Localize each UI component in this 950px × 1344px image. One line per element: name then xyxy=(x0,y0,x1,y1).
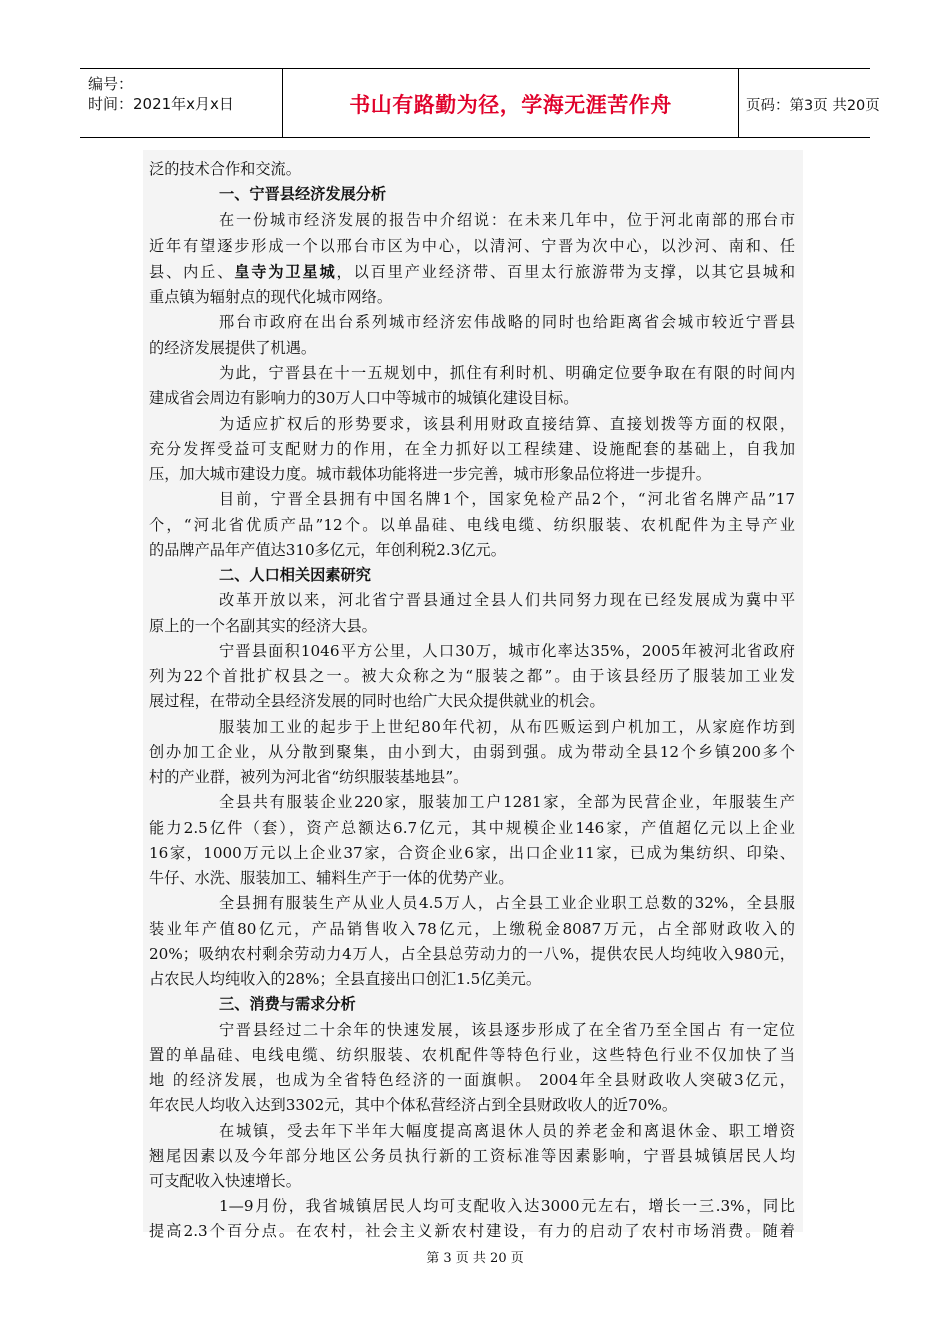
text-line: 置的单晶硅、电线电缆、纺织服装、农机配件等特色行业，这些特色行业不仅加快了当 xyxy=(149,1046,795,1064)
text-line: 占农民人均纯收入的28%；全县直接出口创汇1.5亿美元。 xyxy=(149,970,542,988)
text-line: 全县共有服装企业220家，服装加工户1281家，全部为民营企业，年服装生产 xyxy=(219,793,795,811)
text-line: 重点镇为辐射点的现代化城市网络。 xyxy=(149,288,392,306)
text-line: 可支配收入快速增长。 xyxy=(149,1172,301,1190)
text-line: 展过程，在带动全县经济发展的同时也给广大民众提供就业的机会。 xyxy=(149,692,605,710)
document-header xyxy=(80,68,880,138)
header-page-cell xyxy=(739,69,880,137)
text-line: 为适应扩权后的形势要求，该县利用财政直接结算、直接划拨等方面的权限， xyxy=(219,415,795,433)
text-line: 宁晋县面积1046平方公里，人口30万，城市化率达35%，2005年被河北省政府 xyxy=(219,642,795,660)
header-motto-cell xyxy=(283,69,739,137)
text-line: 20%；吸纳农村剩余劳动力4万人，占全县总劳动力的一八%，提供农民人均纯收入980元， xyxy=(149,945,795,963)
bold-phrase: 皇寺为卫星城 xyxy=(234,263,337,281)
text-line: 列为22个首批扩权县之一。被大众称之为“服装之都”。由于该县经历了服装加工业发 xyxy=(149,667,795,685)
text-line: 压，加大城市建设力度。城市载体功能将进一步完善，城市形象品位将进一步提升。 xyxy=(149,465,711,483)
text-line: 邢台市政府在出台系列城市经济宏伟战略的同时也给距离省会城市较近宁晋县 xyxy=(219,313,795,331)
text-line: 创办加工企业，从分散到聚集，由小到大，由弱到强。成为带动全县12个乡镇200多个 xyxy=(149,743,795,761)
page-label: 页码：第3页 共20页 xyxy=(746,98,880,114)
page-body xyxy=(143,150,803,1240)
text-line: 宁晋县经过二十余年的快速发展，该县逐步形成了在全省乃至全国占 有一定位 xyxy=(219,1021,795,1039)
text-line: 全县拥有服装生产从业人员4.5万人，占全县工业企业职工总数的32%，全县服 xyxy=(219,894,795,912)
text-line: 泛的技术合作和交流。 xyxy=(149,160,301,178)
text-line: 能力2.5亿件（套），资产总额达6.7亿元，其中规模企业146家，产值超亿元以上企业 xyxy=(149,819,795,837)
text-line: 改革开放以来，河北省宁晋县通过全县人们共同努力现在已经发展成为冀中平 xyxy=(219,591,795,609)
text-line: 牛仔、水洗、服装加工、辅料生产于一体的优势产业。 xyxy=(149,869,514,887)
text-line: 目前，宁晋全县拥有中国名牌1个，国家免检产品2个，“河北省名牌产品”17 xyxy=(219,490,795,508)
header-meta-cell xyxy=(80,69,283,137)
text-line: 充分发挥受益可支配财力的作用，在全力抓好以工程续建、设施配套的基础上，自我加 xyxy=(149,440,795,458)
text-line: 的经济发展提供了机遇。 xyxy=(149,339,317,357)
text-line: 年农民人均收入达到3302元，其中个体私营经济占到全县财政收人的近70%。 xyxy=(149,1096,678,1114)
text-line: 服装加工业的起步于上世纪80年代初，从布匹贩运到户机加工，从家庭作坊到 xyxy=(219,718,795,736)
text-line: 1—9月份，我省城镇居民人均可支配收入达3000元左右，增长一三.3%，同比 xyxy=(219,1197,795,1215)
text-line: 县、内丘、皇寺为卫星城，以百里产业经济带、百里太行旅游带为支撑，以其它县城和 xyxy=(149,263,796,281)
text-line: 村的产业群，被列为河北省“纺织服装基地县”。 xyxy=(149,768,469,786)
section-heading: 三、消费与需求分析 xyxy=(219,995,356,1013)
text-line: 近年有望逐步形成一个以邢台市区为中心，以清河、宁晋为次中心，以沙河、南和、任 xyxy=(149,237,795,255)
text-line: 在一份城市经济发展的报告中介绍说：在未来几年中，位于河北南部的邢台市 xyxy=(219,211,795,229)
text-line: 翘尾因素以及今年部分地区公务员执行新的工资标准等因素影响，宁晋县城镇居民人均 xyxy=(149,1147,795,1165)
section-heading: 二、人口相关因素研究 xyxy=(219,566,371,584)
text-line: 个，“河北省优质产品”12个。以单晶硅、电线电缆、纺织服装、农机配件为主导产业 xyxy=(149,516,795,534)
text-line: 地 的经济发展，也成为全省特色经济的一面旗帜。 2004年全县财政收人突破3亿元， xyxy=(149,1071,795,1089)
text-line: 提高2.3个百分点。在农村，社会主义新农村建设，有力的启动了农村市场消费。随着 xyxy=(149,1222,795,1240)
date-label: 时间：2021年x月x日 xyxy=(88,95,234,113)
text-line: 原上的一个名副其实的经济大县。 xyxy=(149,617,377,635)
text-line: 为此，宁晋县在十一五规划中，抓住有利时机、明确定位要争取在有限的时间内 xyxy=(219,364,795,382)
section-heading: 一、宁晋县经济发展分析 xyxy=(219,185,387,203)
text-line: 在城镇，受去年下半年大幅度提高离退休人员的养老金和离退休金、职工增资 xyxy=(219,1122,795,1140)
text-line: 16家，1000万元以上企业37家，合资企业6家，出口企业11家，已成为集纺织、印染、 xyxy=(149,844,795,862)
text-line: 装业年产值80亿元，产品销售收入78亿元，上缴税金8087万元，占全部财政收入的 xyxy=(149,920,795,938)
code-label: 编号： xyxy=(88,75,134,93)
text-line: 的品牌产品年产值达310多亿元，年创利税2.3亿元。 xyxy=(149,541,506,559)
text-line: 建成省会周边有影响力的30万人口中等城市的城镇化建设目标。 xyxy=(149,389,579,407)
motto: 书山有路勤为径，学海无涯苦作舟 xyxy=(349,93,672,117)
page-footer: 第 3 页 共 20 页 xyxy=(426,1251,524,1266)
